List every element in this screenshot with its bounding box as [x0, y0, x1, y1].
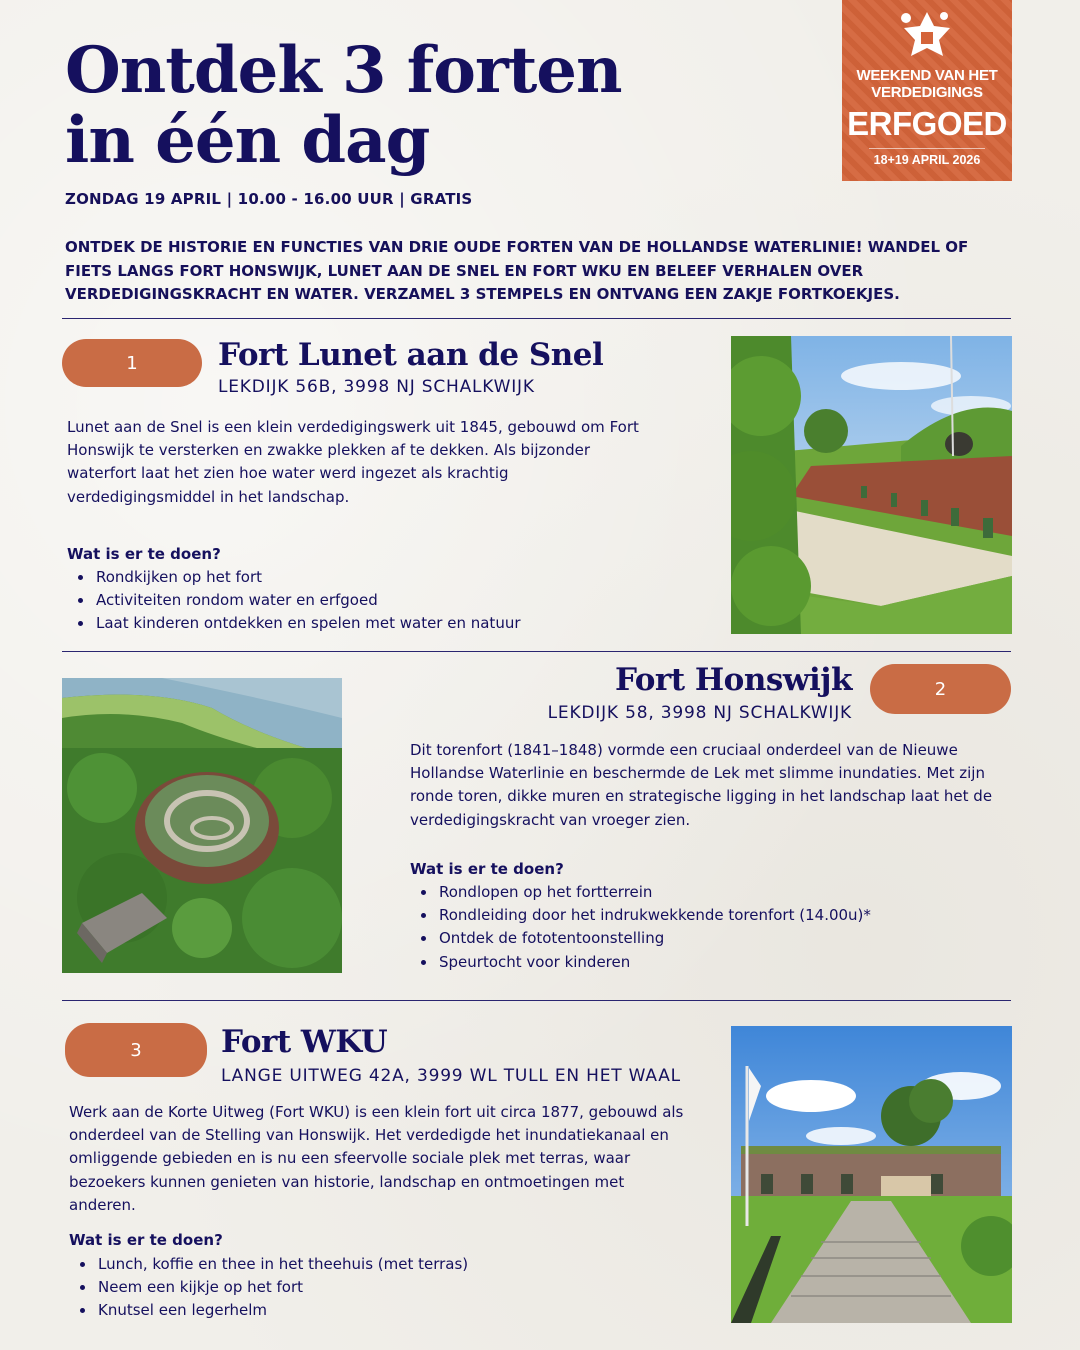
event-date-line: ZONDAG 19 APRIL | 10.00 - 16.00 UUR | GRATIS [65, 190, 473, 208]
todo-item: Activiteiten rondom water en erfgoed [67, 589, 521, 612]
event-logo [842, 0, 1012, 181]
divider [62, 1000, 1011, 1001]
logo-dates: 18+19 APRIL 2026 [873, 153, 981, 167]
todo-item: Rondlopen op het fortterrein [410, 881, 871, 904]
fort-address: LEKDIJK 58, 3998 NJ SCHALKWIJK [547, 703, 852, 723]
todo-item: Knutsel een legerhelm [69, 1299, 468, 1322]
fort-address: LANGE UITWEG 42A, 3999 WL TULL EN HET WAAL [221, 1066, 681, 1086]
todo-item: Speurtocht voor kinderen [410, 951, 871, 974]
todo-list [410, 881, 871, 974]
logo-divider [869, 148, 985, 149]
todo-item: Laat kinderen ontdekken en spelen met water en natuur [67, 612, 521, 635]
todo-heading: Wat is er te doen? [67, 545, 221, 563]
title-line-1: Ontdek 3 forten [65, 33, 622, 108]
logo-line-1: WEEKEND VAN HET [856, 67, 998, 84]
fort-number-badge: 2 [870, 664, 1011, 714]
todo-heading: Wat is er te doen? [69, 1231, 223, 1249]
todo-item: Ontdek de fototentoonstelling [410, 927, 871, 950]
fort-number-badge: 1 [62, 339, 202, 387]
todo-item: Rondleiding door het indrukwekkende torenfort (14.00u)* [410, 904, 871, 927]
fort-description: Lunet aan de Snel is een klein verdedigingswerk uit 1845, gebouwd om Fort Honswijk te versterken en zwakke plekken af te dekken. Als bijzonder waterfort laat het zien hoe water werd ingezet als krachtig verdedigingsmiddel in het landschap. [67, 418, 639, 506]
fort-honswijk-photo [62, 678, 342, 973]
intro-text: ONTDEK DE HISTORIE EN FUNCTIES VAN DRIE OUDE FORTEN VAN DE HOLLANDSE WATERLINIE! WANDEL OF FIETS LANGS FORT HONSWIJK, LUNET AAN DE SNEL EN FORT WKU EN BELEEF VERHALEN OVER VERDEDIGINGSKRACHT EN WATER. VERZAMEL 3 STEMPELS EN ONTVANG EEN ZAKJE FORTKOEKJES. [65, 238, 969, 303]
title-line-2: in één dag [65, 103, 430, 178]
todo-item: Lunch, koffie en thee in het theehuis (met terras) [69, 1253, 468, 1276]
fort-wku-photo [731, 1026, 1012, 1323]
fort-address: LEKDIJK 56B, 3998 NJ SCHALKWIJK [218, 377, 535, 397]
todo-heading: Wat is er te doen? [410, 860, 564, 878]
fort-name: Fort Lunet aan de Snel [218, 337, 604, 373]
todo-item: Neem een kijkje op het fort [69, 1276, 468, 1299]
fort-description: Werk aan de Korte Uitweg (Fort WKU) is een klein fort uit circa 1877, gebouwd als onderdeel van de Stelling van Honswijk. Het verdedigde het inundatiekanaal en omliggende gebieden en is nu een sfeervolle sociale plek met terras, waar bezoekers kunnen genieten van historie, landschap en ontmoetingen met anderen. [69, 1103, 684, 1214]
fort-lunet-photo [731, 336, 1012, 634]
logo-line-3: ERFGOED [847, 105, 1007, 142]
logo-line-2: VERDEDIGINGS [871, 84, 983, 101]
fort-star-icon [894, 8, 960, 64]
todo-item: Rondkijken op het fort [67, 566, 521, 589]
fort-description: Dit torenfort (1841–1848) vormde een cruciaal onderdeel van de Nieuwe Hollandse Waterlinie en beschermde de Lek met slimme inundaties. Met zijn ronde toren, dikke muren en strategische ligging in het landschap laat het de verdedigingskracht van vroeger zien. [410, 741, 993, 829]
divider [62, 651, 1011, 652]
todo-list [69, 1253, 468, 1323]
fort-name: Fort WKU [221, 1024, 388, 1060]
divider [62, 318, 1011, 319]
todo-list [67, 566, 521, 636]
page-title [65, 33, 622, 178]
fort-number-badge: 3 [65, 1023, 207, 1077]
fort-name: Fort Honswijk [614, 662, 852, 698]
